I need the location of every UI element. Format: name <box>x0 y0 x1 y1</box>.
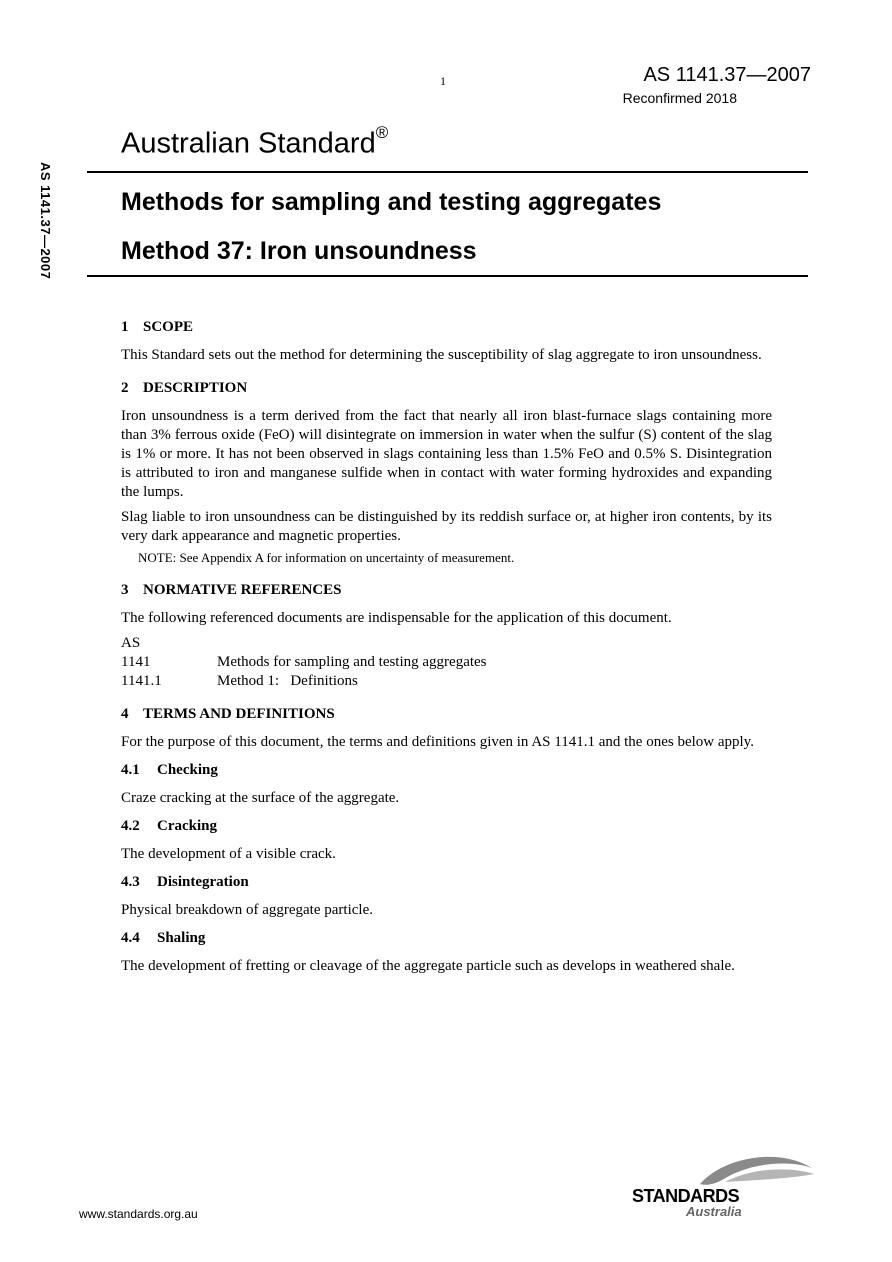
reconfirmed-date: Reconfirmed 2018 <box>622 90 737 106</box>
term-definition: Physical breakdown of aggregate particle. <box>121 902 373 918</box>
paragraph: Slag liable to iron unsoundness can be distinguished by its reddish surface or, at higher iron contents, by its very dark appearance and magnetic properties. <box>121 509 772 544</box>
section-title: NORMATIVE REFERENCES <box>143 582 342 598</box>
reference-code: 1141 <box>121 654 151 670</box>
section-title: DESCRIPTION <box>143 380 248 396</box>
term-number: 4.3 <box>121 874 140 890</box>
term-name: Cracking <box>157 818 217 834</box>
section-number: 3 <box>121 582 129 598</box>
section-scope <box>121 318 772 365</box>
section-title: SCOPE <box>143 319 194 335</box>
paragraph: For the purpose of this document, the terms and definitions given in AS 1141.1 and the ones below apply. <box>121 734 754 750</box>
standard-code: AS 1141.37—2007 <box>643 64 811 86</box>
footer-url: www.standards.org.au <box>79 1207 198 1221</box>
logo-subtext: Australia <box>686 1204 742 1219</box>
page-number: 1 <box>440 74 446 88</box>
section-terms <box>121 705 772 976</box>
title-rule-bottom <box>87 275 808 277</box>
term-name: Disintegration <box>157 874 249 890</box>
term-name: Checking <box>157 762 218 778</box>
spine-label: AS 1141.37—2007 <box>38 162 53 280</box>
term-name: Shaling <box>157 930 206 946</box>
section-number: 4 <box>121 706 129 722</box>
section-title: TERMS AND DEFINITIONS <box>143 706 335 722</box>
term-number: 4.2 <box>121 818 140 834</box>
term-definition: The development of fretting or cleavage of the aggregate particle such as develops in weathered shale. <box>121 958 735 974</box>
term-heading <box>121 929 772 948</box>
note: NOTE: See Appendix A for information on uncertainty of measurement. <box>138 550 515 565</box>
title-rule-top <box>87 171 808 173</box>
reference-code: 1141.1 <box>121 673 162 689</box>
registered-mark: ® <box>375 123 389 142</box>
section-heading <box>121 318 772 337</box>
term-heading <box>121 817 772 836</box>
method-title: Method 37: Iron unsoundness <box>121 237 477 265</box>
section-number: 1 <box>121 319 129 335</box>
term-definition: The development of a visible crack. <box>121 846 336 862</box>
paragraph: This Standard sets out the method for determining the susceptibility of slag aggregate to iron unsoundness. <box>121 347 762 363</box>
reference-title: Method 1: Definitions <box>217 673 358 689</box>
paragraph: The following referenced documents are indispensable for the application of this document. <box>121 610 672 626</box>
document-title: Methods for sampling and testing aggregates <box>121 188 662 216</box>
logo-wordmark: STANDARDS <box>632 1186 740 1206</box>
brand-text: Australian Standard <box>121 127 376 160</box>
document-body <box>121 318 772 990</box>
paragraph: Iron unsoundness is a term derived from the fact that nearly all iron blast-furnace slags containing more than 3% ferrous oxide (FeO) will disintegrate on immersion in water when the sulfur (S) content of the slag is 1% or more. It has not been observed in slags containing less than 1.5% FeO and 0.5% S. Disintegration is attributed to iron and manganese sulfide when in contact with water forming hydroxides and expanding the lumps. <box>121 408 772 500</box>
section-heading <box>121 581 772 600</box>
section-references <box>121 581 772 691</box>
reference-item <box>121 672 772 691</box>
section-description <box>121 379 772 567</box>
document-brand <box>121 123 389 161</box>
term-number: 4.1 <box>121 762 140 778</box>
reference-title: Methods for sampling and testing aggregates <box>217 654 487 670</box>
reference-item <box>121 653 772 672</box>
term-heading <box>121 873 772 892</box>
term-number: 4.4 <box>121 930 140 946</box>
term-definition: Craze cracking at the surface of the aggregate. <box>121 790 400 806</box>
reference-group: AS <box>121 635 141 651</box>
term-heading <box>121 761 772 780</box>
section-heading <box>121 705 772 724</box>
section-number: 2 <box>121 380 129 396</box>
section-heading <box>121 379 772 398</box>
